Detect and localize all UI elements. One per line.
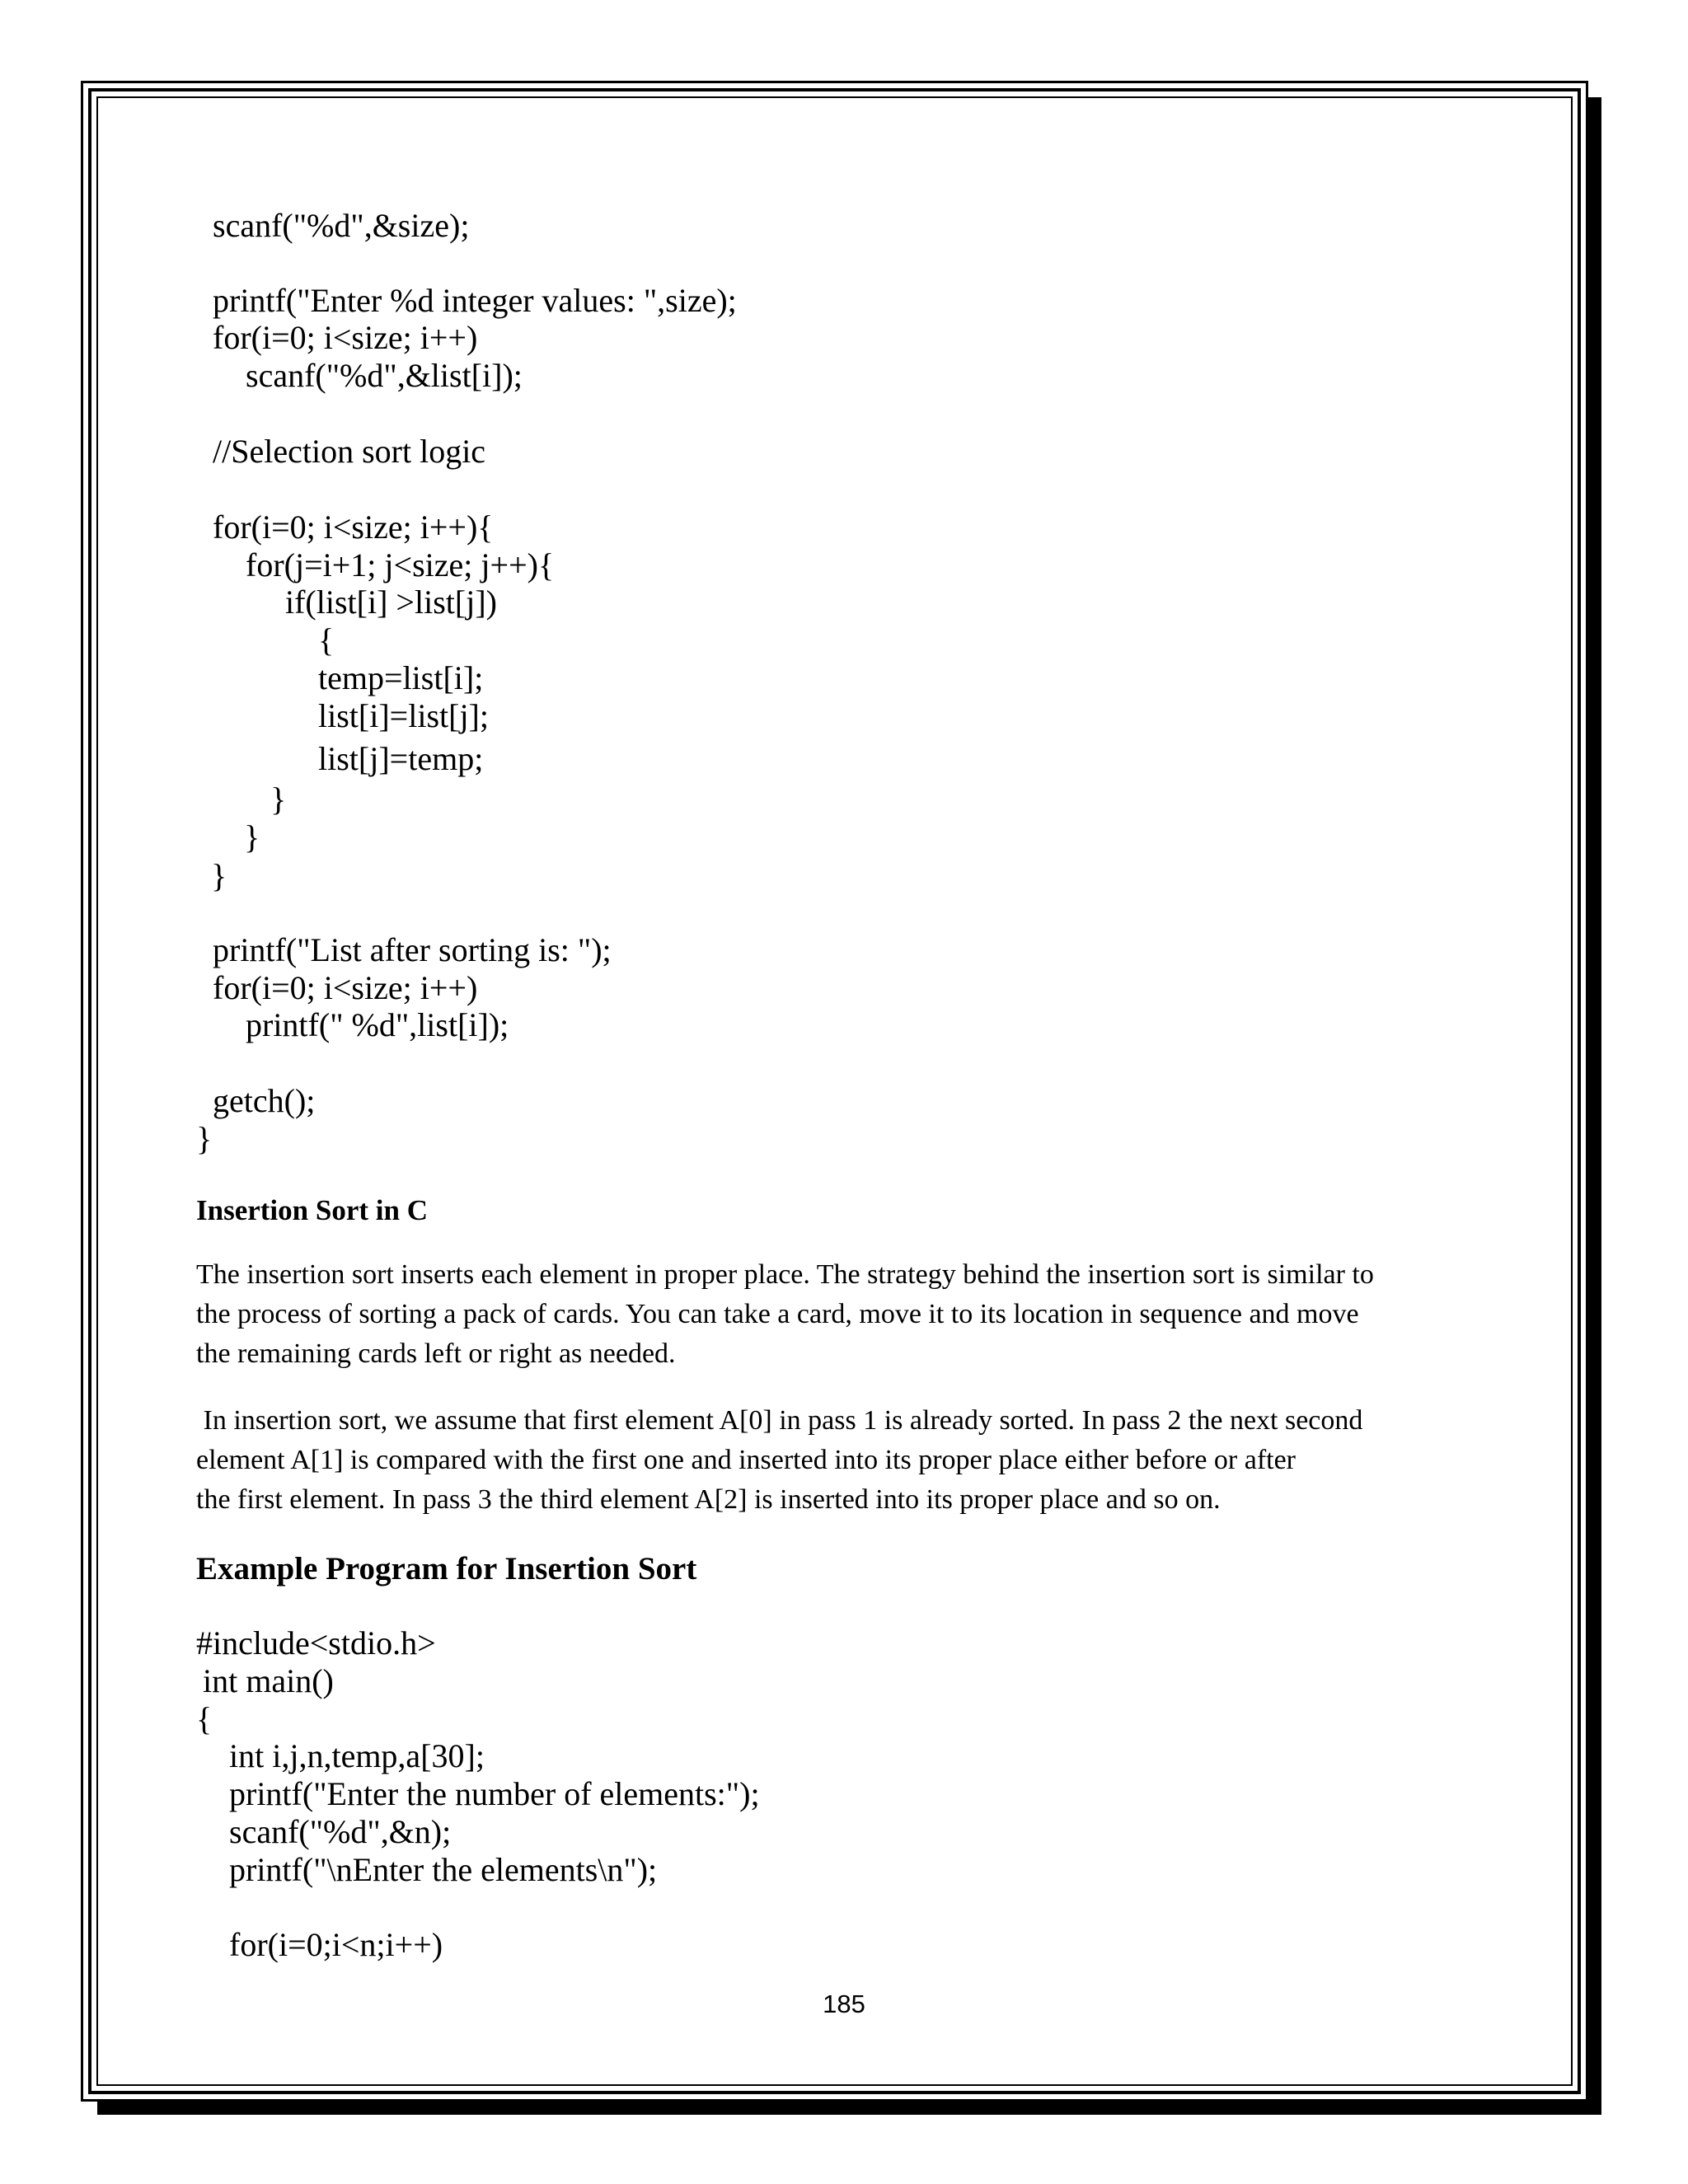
example-heading: Example Program for Insertion Sort — [196, 1551, 697, 1586]
code-line: for(i=0; i<size; i++) — [213, 319, 478, 356]
paragraph-line: element A[1] is compared with the first one and inserted into its proper place either before or after — [196, 1445, 1296, 1475]
code-line: if(list[i] >list[j]) — [285, 583, 497, 621]
code-line: for(j=i+1; j<size; j++){ — [246, 546, 555, 583]
code-line: } — [196, 1120, 213, 1157]
code-line: printf("\nEnter the elements\n"); — [229, 1851, 658, 1888]
page-number: 185 — [823, 1990, 865, 2018]
code-line: list[i]=list[j]; — [318, 697, 489, 734]
paragraph-line: In insertion sort, we assume that first element A[0] in pass 1 is already sorted. In pass 2 the next second — [196, 1405, 1363, 1436]
paragraph-line: the process of sorting a pack of cards. You can take a card, move it to its location in sequence and move — [196, 1299, 1359, 1329]
code-line: printf("Enter %d integer values: ",size); — [213, 282, 737, 319]
paragraph-line: The insertion sort inserts each element in proper place. The strategy behind the insertion sort is similar to — [196, 1259, 1374, 1290]
code-line: temp=list[i]; — [318, 659, 484, 696]
code-line: } — [244, 818, 260, 855]
paragraph-line: the remaining cards left or right as needed. — [196, 1338, 676, 1369]
code-line: } — [211, 857, 227, 894]
code-line: scanf("%d",&n); — [229, 1813, 452, 1850]
code-line: } — [270, 780, 287, 818]
code-line: { — [196, 1700, 213, 1737]
code-line: printf("Enter the number of elements:"); — [229, 1775, 760, 1812]
code-line: scanf("%d",&size); — [213, 207, 470, 244]
code-line: printf(" %d",list[i]); — [246, 1006, 509, 1043]
code-line: int main() — [203, 1662, 334, 1699]
paragraph-line: the first element. In pass 3 the third element A[2] is inserted into its proper place and so on. — [196, 1484, 1221, 1515]
section-heading: Insertion Sort in C — [196, 1194, 428, 1226]
code-comment: //Selection sort logic — [213, 433, 486, 470]
code-line: printf("List after sorting is: "); — [213, 931, 612, 968]
code-line: for(i=0; i<size; i++) — [213, 969, 478, 1006]
code-line: scanf("%d",&list[i]); — [246, 357, 523, 394]
code-line: getch(); — [213, 1082, 316, 1119]
code-line: int i,j,n,temp,a[30]; — [229, 1737, 485, 1774]
code-line: for(i=0;i<n;i++) — [229, 1926, 443, 1963]
code-line: { — [318, 621, 335, 658]
code-line: #include<stdio.h> — [196, 1624, 436, 1661]
code-line: for(i=0; i<size; i++){ — [213, 509, 494, 546]
code-line: list[j]=temp; — [318, 740, 484, 777]
